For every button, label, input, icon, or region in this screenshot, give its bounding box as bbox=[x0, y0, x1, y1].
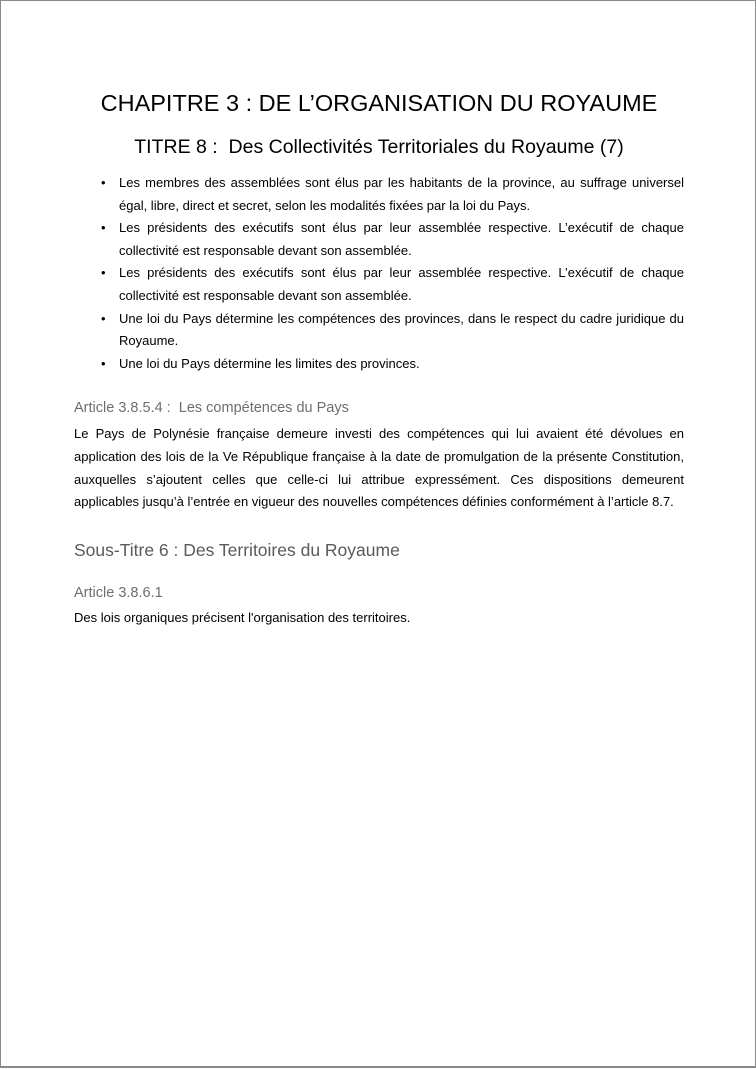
list-item bbox=[74, 217, 684, 262]
list-item bbox=[74, 172, 684, 217]
titre-heading: TITRE 8 : Des Collectivités Territoriales du Royaume (7) bbox=[134, 136, 624, 158]
bullet-icon: • bbox=[101, 175, 106, 190]
bullet-icon: • bbox=[101, 265, 106, 281]
bullet-list bbox=[74, 172, 684, 375]
list-item-text: Les présidents des exécutifs sont élus par leur assemblée respective. L’exécutif de chaque collectivité est responsable devant son assemblée. bbox=[119, 265, 684, 303]
bullet-icon: • bbox=[101, 310, 106, 326]
bullet-icon: • bbox=[101, 355, 106, 371]
list-item-text: Une loi du Pays détermine les limites des provinces. bbox=[119, 355, 420, 371]
list-item-text: Les membres des assemblées sont élus par les habitants de la province, au suffrage universel égal, libre, direct et secret, selon les modalités fixées par la loi du Pays. bbox=[119, 175, 684, 213]
list-item-text: Une loi du Pays détermine les compétences des provinces, dans le respect du cadre juridique du Royaume. bbox=[119, 310, 684, 349]
list-item bbox=[74, 262, 684, 307]
article-paragraph: Le Pays de Polynésie française demeure investi des compétences qui lui avaient été dévolues en application des lois de la Ve République française à la date de promulgation de la présente Constitution, auxquelles s’ajoutent celles que celle-ci lui attribue expressément. Ces dispositions demeurent applicables jusqu’à l’entrée en vigueur des nouvelles compétences définies conformément à l’article 8.7. bbox=[74, 426, 684, 510]
list-item bbox=[74, 308, 684, 353]
chapter-title: CHAPITRE 3 : DE L’ORGANISATION DU ROYAUME bbox=[100, 90, 658, 116]
sous-titre-heading: Sous-Titre 6 : Des Territoires du Royaume bbox=[74, 539, 400, 560]
article-heading: Article 3.8.6.1 bbox=[74, 584, 163, 601]
article-paragraph: Des lois organiques précisent l'organisation des territoires. bbox=[74, 609, 411, 625]
list-item bbox=[74, 353, 684, 376]
page-bottom-border bbox=[0, 1067, 756, 1068]
bullet-icon: • bbox=[101, 220, 106, 236]
list-item-text: Les présidents des exécutifs sont élus par leur assemblée respective. L’exécutif de chaque collectivité est responsable devant son assemblée. bbox=[119, 220, 684, 258]
article-heading: Article 3.8.5.4 : Les compétences du Pays bbox=[74, 400, 349, 417]
page-content bbox=[74, 87, 684, 629]
